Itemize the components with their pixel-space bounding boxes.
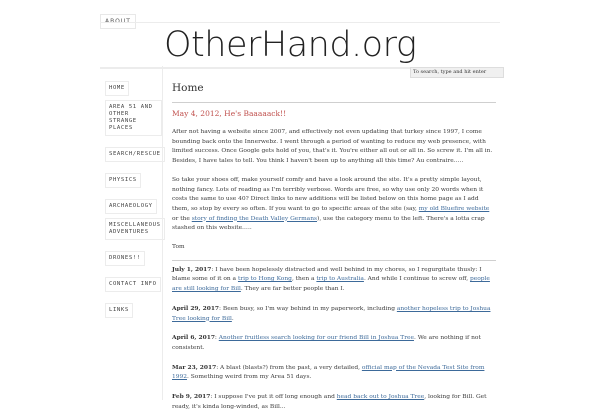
news-entry: Mar 23, 2017: A blast (blasts?) from the past, a very detailed, official map of the Nevada Test Site from 1992. Something weird from my Area 51 days. — [172, 363, 485, 381]
signature: Tom — [172, 244, 185, 251]
entry-date: April 29, 2017 — [172, 304, 220, 312]
entry-date: Feb 9, 2017 — [172, 393, 211, 401]
sidebar-item-miscellaneous[interactable]: MISCELLANEOUS ADVENTURES — [105, 218, 165, 240]
sidebar-item-archaeology[interactable]: ARCHAEOLOGY — [105, 199, 157, 214]
site-header — [100, 22, 500, 69]
head-back-joshua-tree-link[interactable]: head back out to Joshua Tree — [336, 394, 425, 401]
nav-about[interactable]: ABOUT — [100, 14, 136, 29]
page-title: Home — [172, 82, 204, 94]
entry-date: Mar 23, 2017 — [172, 363, 217, 371]
sidebar-item-physics[interactable]: PHYSICS — [105, 173, 141, 188]
australia-link[interactable]: trip to Australia — [316, 276, 364, 283]
joshua-tree-trip-link[interactable]: another hopeless trip to Joshua Tree looking for Bill — [172, 305, 491, 322]
intro-paragraph-2: So take your shoes off, make yourself comfy and have a look around the site. It's a pretty simple layout, nothing fancy. Lots of reading as I'm terribly verbose. Words are free, so why use only 20 words when it costs the same to use 40? Direct links to new additions will be listed below on this home page as I add them, so stop by every so often. If you want to go to specific areas of the site (say, my old Bluefire website or the story of finding the Death Valley Germans), use the category menu to the left. There's a lotta crap stashed on this website….. — [172, 176, 490, 232]
sidebar-item-contact[interactable]: CONTACT INFO — [105, 277, 161, 292]
news-entry: April 6, 2017: Another fruitless search looking for our friend Bill in Joshua Tree. We are nothing if not consistent. — [172, 334, 481, 351]
sidebar-item-search-rescue[interactable]: SEARCH/RESCUE — [105, 147, 165, 162]
death-valley-germans-link[interactable]: story of finding the Death Valley Germans — [191, 215, 318, 222]
fruitless-search-link[interactable]: Another fruitless search looking for our friend Bill in Joshua Tree — [218, 335, 414, 342]
sidebar-item-area-51[interactable]: AREA 51 AND OTHER STRANGE PLACES — [105, 100, 162, 136]
entry-date: April 6, 2017 — [172, 334, 215, 342]
news-entry: April 29, 2017: Been busy, so I'm way behind in my paperwork, including another hopeless trip to Joshua Tree looking for Bill. — [172, 304, 491, 322]
bluefire-link[interactable]: my old Bluefire website — [418, 205, 490, 212]
looking-for-bill-link[interactable]: people are still looking for Bill — [172, 276, 490, 293]
sidebar — [100, 66, 163, 400]
site-title[interactable]: OtherHand.org — [164, 25, 417, 65]
page-wrapper — [100, 0, 500, 410]
divider — [172, 260, 496, 261]
entry-date: July 1, 2017 — [172, 265, 212, 273]
search-input[interactable]: To search, type and hit enter — [410, 67, 504, 78]
sidebar-item-home[interactable]: HOME — [105, 81, 129, 96]
post-title: May 4, 2012, He's Baaaaack!! — [172, 109, 287, 118]
sidebar-item-links[interactable]: LINKS — [105, 303, 133, 318]
sidebar-item-drones[interactable]: DRONES!! — [105, 251, 145, 266]
nevada-test-site-map-link[interactable]: official map of the Nevada Test Site from 1992 — [172, 364, 485, 381]
intro-paragraph: After not having a website since 2007, and effectively not even updating that turkey since 1997, I come bounding back onto the Innerwebz. I went through a period of wanting to reduce my web presence, with limited success. Once Google gets hold of you, that's it. You're either all out or all in. So screw it. I'm all in. Besides, I have tales to tell. You think I haven't been up to anything all this time? Au contraire….. — [172, 129, 493, 165]
news-entry: July 1, 2017: I have been hopelessly distracted and well behind in my chores, so I regurgitate thusly: I blame some of it on a trip to Hong Kong, then a trip to Australia. And while I continue to screw off, people are still looking for Bill. They are far better people than I. — [172, 265, 490, 293]
divider — [172, 102, 496, 103]
hong-kong-link[interactable]: trip to Hong Kong — [237, 276, 292, 283]
main-content — [172, 66, 496, 412]
news-entry: Feb 9, 2017: I suppose I've put it off long enough and head back out to Joshua Tree, looking for Bill. Get ready, it's kinda long-winded, as Bill... — [172, 393, 487, 410]
top-nav — [100, 8, 136, 25]
